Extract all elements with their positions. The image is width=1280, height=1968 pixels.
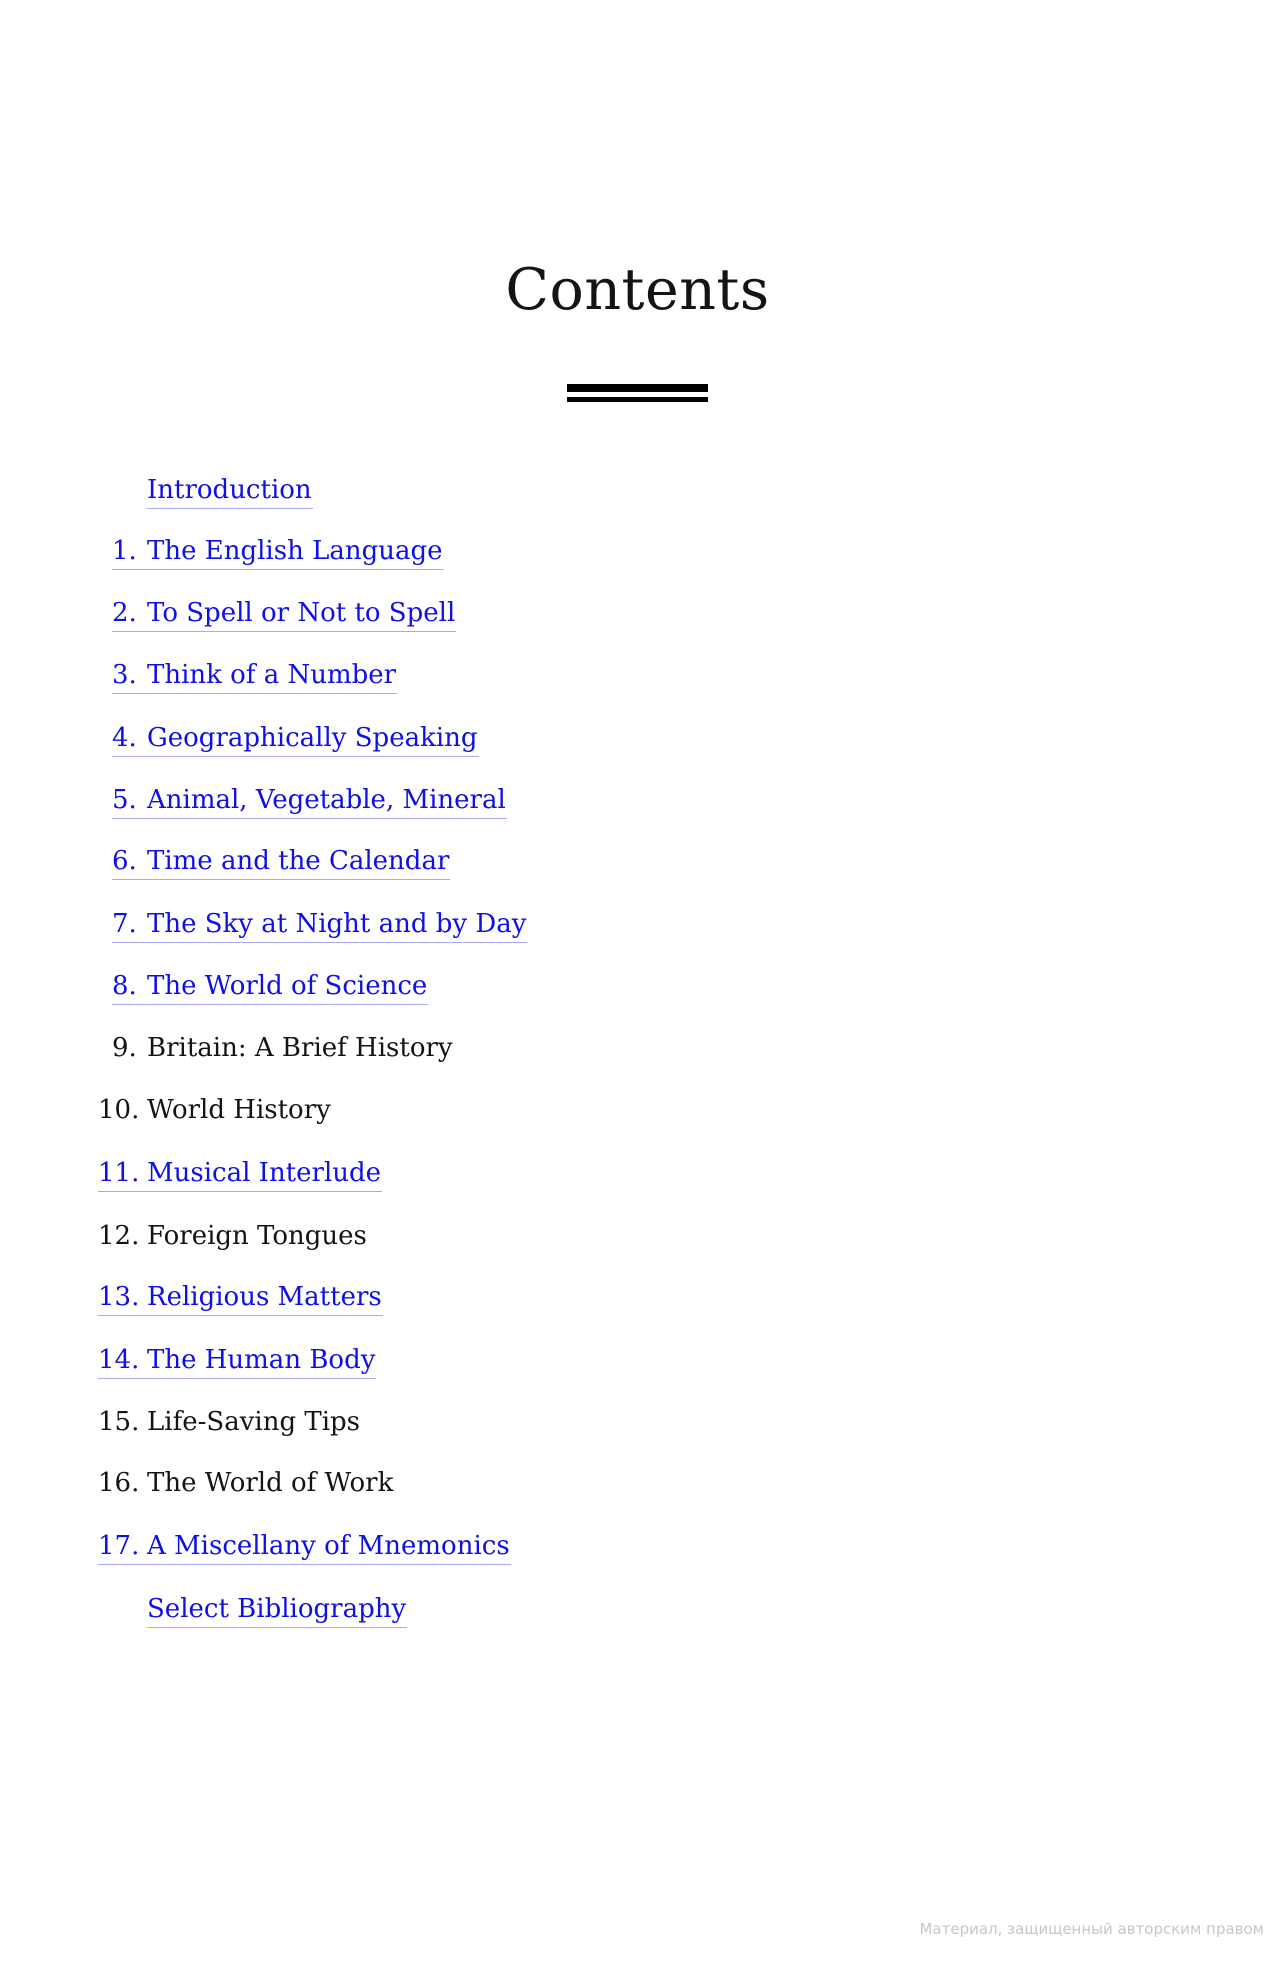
title-rule-thin-bar <box>567 397 708 402</box>
toc-link[interactable] <box>98 1528 511 1565</box>
toc-entry-number: 14. <box>98 1345 140 1375</box>
toc-link[interactable] <box>112 533 444 570</box>
toc-link[interactable] <box>147 472 313 509</box>
toc-plain-entry <box>98 1092 332 1128</box>
toc-link[interactable] <box>112 843 450 880</box>
toc-link[interactable] <box>147 1591 407 1628</box>
toc-link[interactable] <box>112 782 507 819</box>
toc-link[interactable] <box>98 1155 382 1192</box>
toc-entry-label: Select Bibliography <box>147 1594 407 1624</box>
toc-entry-label: Musical Interlude <box>147 1158 382 1188</box>
toc-entry-label: Think of a Number <box>147 660 397 690</box>
toc-entry-number: 2. <box>112 598 137 628</box>
toc-link[interactable] <box>112 906 527 943</box>
toc-entry-label: The English Language <box>147 536 443 566</box>
toc-plain-entry <box>98 1465 394 1501</box>
toc-entry-label: The World of Work <box>147 1468 394 1498</box>
toc-entry-number: 17. <box>98 1531 140 1561</box>
toc-link[interactable] <box>98 1279 383 1316</box>
toc-entry-label: Foreign Tongues <box>147 1221 367 1251</box>
toc-entry-number: 6. <box>112 846 137 876</box>
toc-entry-label: Life-Saving Tips <box>147 1407 360 1437</box>
toc-entry-number: 10. <box>98 1095 140 1125</box>
toc-entry-number: 4. <box>112 723 137 753</box>
toc-entry-number: 12. <box>98 1221 140 1251</box>
toc-entry-label: Introduction <box>147 475 312 505</box>
title-rule-thick-bar <box>567 384 708 392</box>
toc-entry-label: The World of Science <box>147 971 428 1001</box>
toc-entry-number: 13. <box>98 1282 140 1312</box>
toc-entry-label: Geographically Speaking <box>147 723 478 753</box>
copyright-watermark: Материал, защищенный авторским правом <box>919 1920 1264 1938</box>
toc-entry-number: 8. <box>112 971 137 1001</box>
toc-entry-number: 11. <box>98 1158 140 1188</box>
page-title: Contents <box>505 257 770 323</box>
toc-link[interactable] <box>112 968 428 1005</box>
toc-entry-label: Britain: A Brief History <box>147 1033 453 1063</box>
toc-entry-number: 7. <box>112 909 137 939</box>
title-rule-ornament <box>567 384 708 406</box>
toc-entry-label: The Human Body <box>147 1345 376 1375</box>
toc-entry-number: 3. <box>112 660 137 690</box>
toc-plain-entry <box>112 1030 454 1066</box>
toc-entry-number: 1. <box>112 536 137 566</box>
toc-entry-label: Time and the Calendar <box>147 846 450 876</box>
toc-entry-label: A Miscellany of Mnemonics <box>147 1531 510 1561</box>
toc-entry-label: Religious Matters <box>147 1282 382 1312</box>
toc-link[interactable] <box>98 1342 376 1379</box>
toc-entry-label: The Sky at Night and by Day <box>147 909 527 939</box>
toc-plain-entry <box>98 1218 368 1254</box>
toc-plain-entry <box>98 1404 361 1440</box>
toc-entry-label: World History <box>147 1095 331 1125</box>
toc-entry-number: 16. <box>98 1468 140 1498</box>
toc-entry-label: To Spell or Not to Spell <box>147 598 456 628</box>
toc-link[interactable] <box>112 720 479 757</box>
toc-entry-number: 5. <box>112 785 137 815</box>
toc-link[interactable] <box>112 657 397 694</box>
toc-entry-number: 9. <box>112 1033 137 1063</box>
toc-entry-number: 15. <box>98 1407 140 1437</box>
toc-link[interactable] <box>112 595 456 632</box>
toc-entry-label: Animal, Vegetable, Mineral <box>147 785 506 815</box>
